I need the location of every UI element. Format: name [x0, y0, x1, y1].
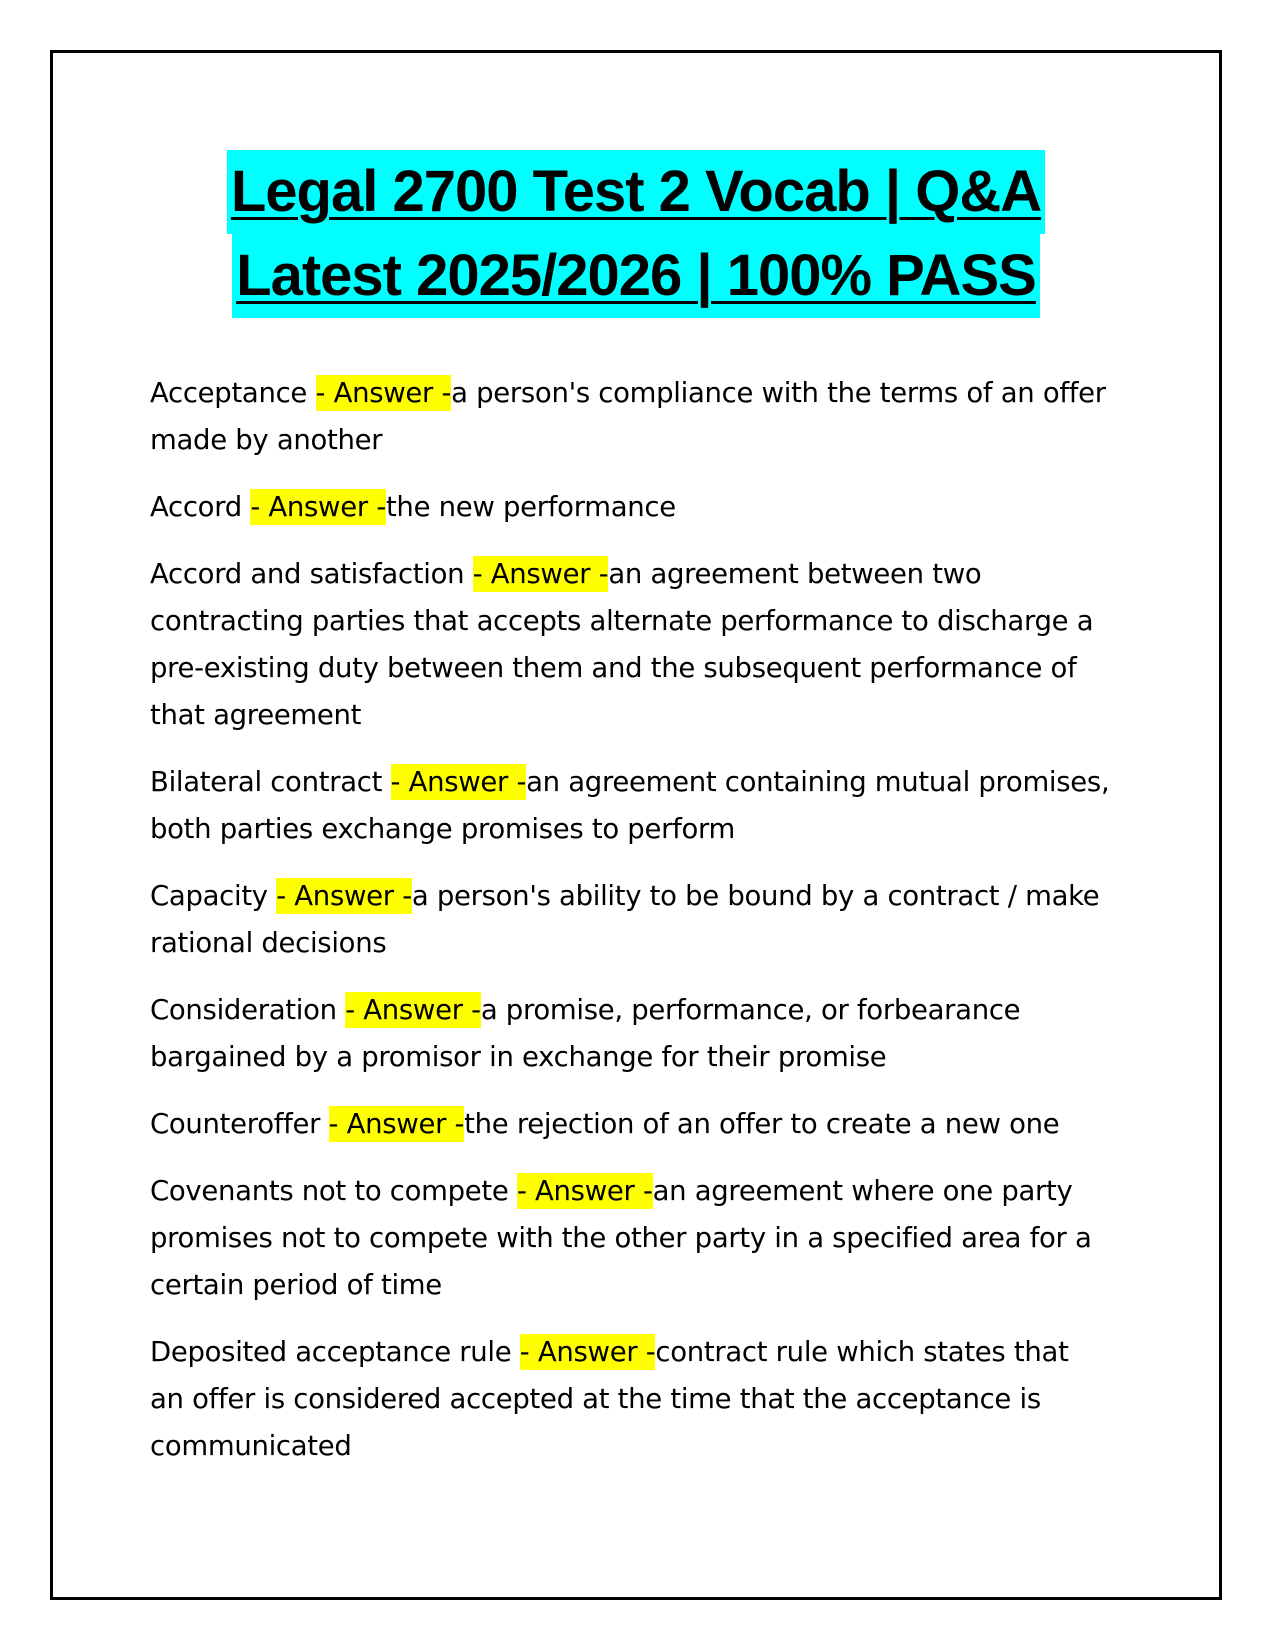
entry-term: Counteroffer: [150, 1108, 329, 1140]
entry-definition: contract rule which states that an offer is considered accepted at the time that the acceptance is communicated: [150, 1336, 1069, 1462]
answer-separator: - Answer -: [519, 1336, 656, 1368]
entry-definition: a promise, performance, or forbearance bargained by a promisor in exchange for their promise: [150, 994, 1021, 1073]
answer-separator: - Answer -: [345, 994, 481, 1026]
entry-term: Accord and satisfaction: [150, 558, 473, 590]
entry-definition: an agreement containing mutual promises, both parties exchange promises to perform: [150, 766, 1110, 845]
vocab-entry: [150, 484, 1110, 531]
entry-definition: an agreement where one party promises not to compete with the other party in a specified area for a certain period of time: [150, 1175, 1092, 1301]
vocab-entry: [150, 1329, 1110, 1470]
entry-term: Capacity: [150, 880, 277, 912]
entry-definition: an agreement between two contracting parties that accepts alternate performance to discharge a pre-existing duty between them and the subsequent performance of that agreement: [150, 558, 1094, 731]
document-title: [50, 150, 1222, 318]
answer-separator: - Answer -: [516, 1175, 653, 1207]
entry-definition: a person's ability to be bound by a contract / make rational decisions: [150, 880, 1100, 959]
answer-separator: - Answer -: [472, 558, 609, 590]
vocab-list: [150, 370, 1110, 1490]
answer-separator: - Answer -: [315, 377, 452, 409]
vocab-entry: [150, 759, 1110, 853]
entry-term: Accord: [150, 491, 251, 523]
vocab-entry: [150, 370, 1110, 464]
entry-term: Deposited acceptance rule: [150, 1336, 520, 1368]
entry-definition: the new performance: [385, 491, 676, 523]
title-line-1: Legal 2700 Test 2 Vocab | Q&A: [227, 150, 1045, 234]
vocab-entry: [150, 1101, 1110, 1148]
answer-separator: - Answer -: [390, 766, 527, 798]
entry-term: Acceptance: [150, 377, 316, 409]
vocab-entry: [150, 1168, 1110, 1309]
entry-term: Consideration: [150, 994, 346, 1026]
answer-separator: - Answer -: [328, 1108, 465, 1140]
vocab-entry: [150, 873, 1110, 967]
answer-separator: - Answer -: [276, 880, 412, 912]
title-line-2: Latest 2025/2026 | 100% PASS: [232, 234, 1040, 318]
vocab-entry: [150, 987, 1110, 1081]
vocab-entry: [150, 551, 1110, 739]
entry-definition: a person's compliance with the terms of an offer made by another: [150, 377, 1106, 456]
entry-definition: the rejection of an offer to create a new one: [464, 1108, 1060, 1140]
entry-term: Covenants not to compete: [150, 1175, 517, 1207]
answer-separator: - Answer -: [250, 491, 386, 523]
entry-term: Bilateral contract: [150, 766, 391, 798]
